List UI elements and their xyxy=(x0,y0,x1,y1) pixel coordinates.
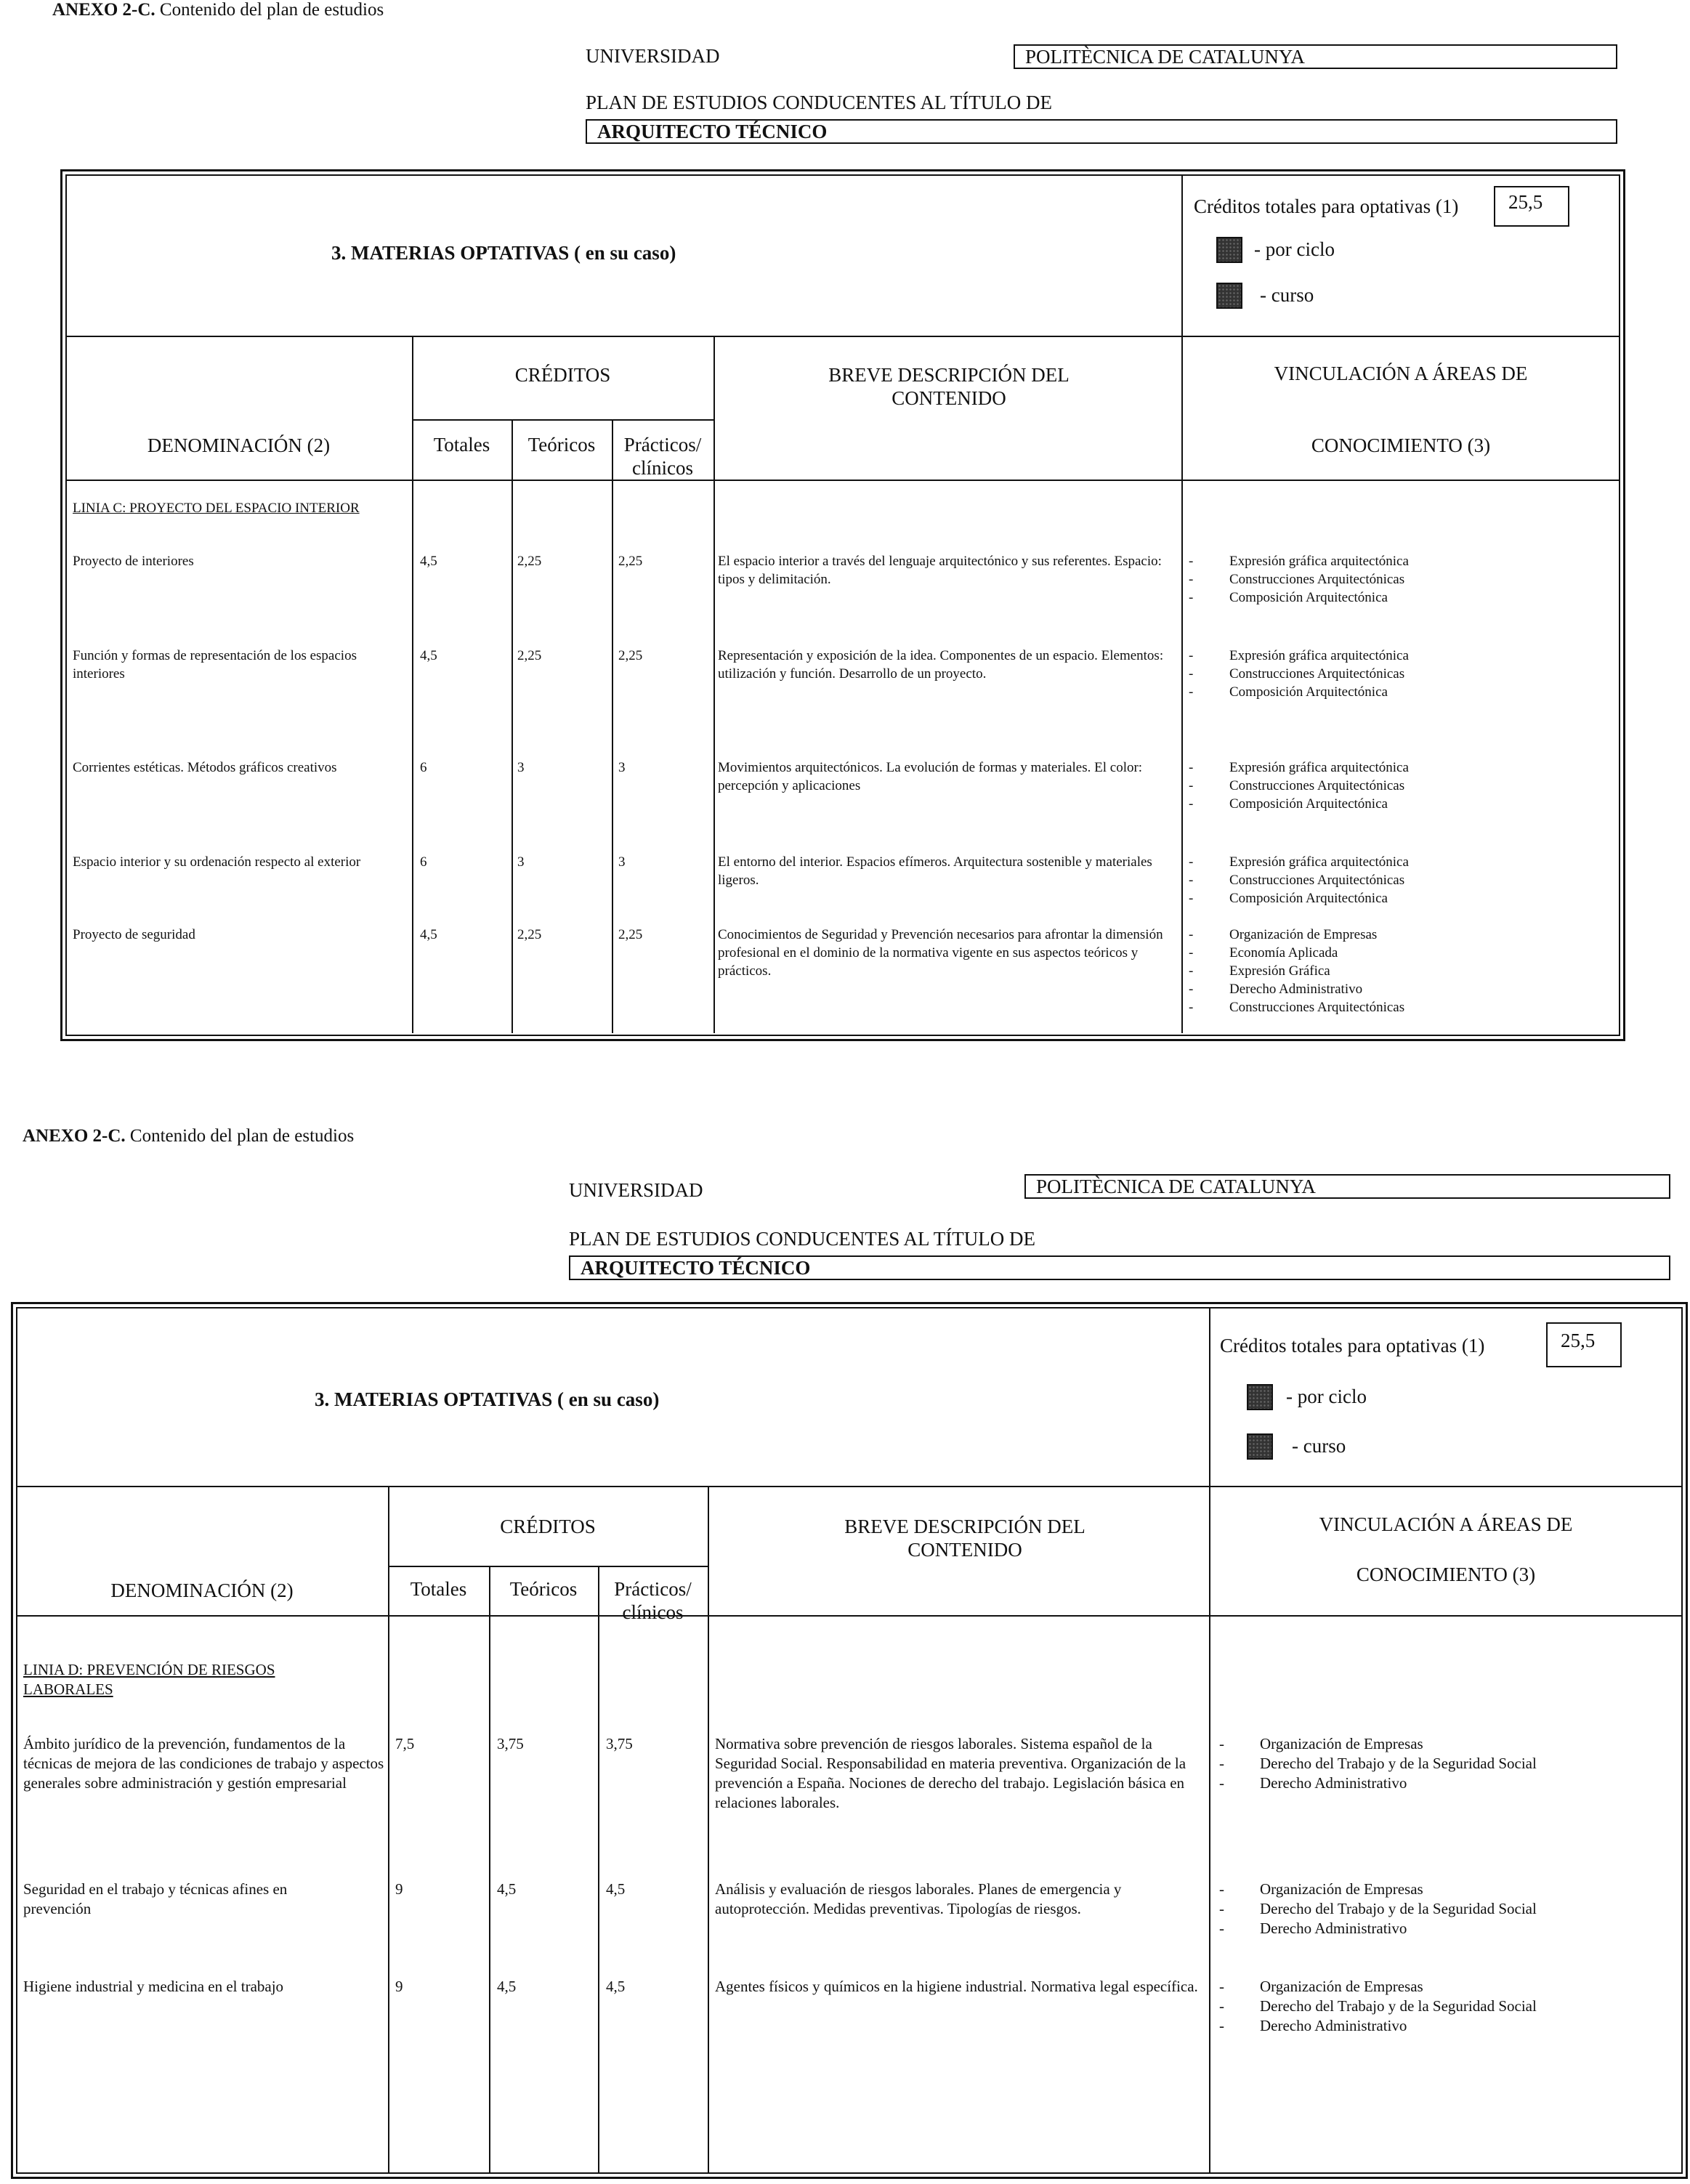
row-practicos: 2,25 xyxy=(618,927,643,942)
col-head-totales: Totales xyxy=(433,434,490,456)
line-heading: LINIA C: PROYECTO DEL ESPACIO INTERIOR xyxy=(73,501,360,516)
col-head-denominacion: DENOMINACIÓN (2) xyxy=(110,1580,294,1601)
col-divider-teoricos xyxy=(489,1566,490,2174)
area-item: - Construcciones Arquitectónicas xyxy=(1189,570,1610,589)
col-divider-vinculacion xyxy=(1181,174,1183,1033)
area-item: - Organización de Empresas xyxy=(1219,1880,1677,1899)
row-teoricos: 3 xyxy=(517,760,525,775)
row-name: Corrientes estéticas. Métodos gráficos creativos xyxy=(73,760,337,775)
header-divider xyxy=(65,336,1620,337)
per-course-label: - curso xyxy=(1260,284,1314,306)
university-value-box-2: POLITÈCNICA DE CATALUNYA xyxy=(1024,1174,1670,1199)
per-cycle-marker xyxy=(1216,237,1242,263)
header-bottom-divider xyxy=(16,1615,1683,1617)
area-item: - Expresión gráfica arquitectónica xyxy=(1189,647,1436,665)
university-label-1: UNIVERSIDAD xyxy=(586,45,720,67)
area-item: - Expresión gráfica arquitectónica xyxy=(1189,759,1610,777)
row-name: Función y formas de representación de los espacios interiores xyxy=(73,648,357,682)
col-head-conocimiento: CONOCIMIENTO (3) xyxy=(1356,1564,1536,1585)
section-title: 3. MATERIAS OPTATIVAS ( en su caso) xyxy=(315,1388,660,1410)
area-item: - Organización de Empresas xyxy=(1219,1977,1677,1997)
degree-title-box-2: ARQUITECTO TÉCNICO xyxy=(569,1255,1670,1280)
optional-credits-label: Créditos totales para optativas (1) xyxy=(1194,195,1459,217)
per-cycle-label: - por ciclo xyxy=(1254,238,1335,260)
col-divider-teoricos xyxy=(512,419,513,1033)
row-practicos: 3 xyxy=(618,760,626,775)
row-name: Proyecto de seguridad xyxy=(73,927,195,942)
col-head-denominacion: DENOMINACIÓN (2) xyxy=(147,434,331,456)
row-areas xyxy=(1189,647,1436,701)
subjects-table-1 xyxy=(60,169,1625,1041)
row-totales: 6 xyxy=(420,760,427,775)
col-divider-practicos xyxy=(612,419,613,1033)
area-item: - Construcciones Arquitectónicas xyxy=(1189,777,1610,795)
col-head-creditos: CRÉDITOS xyxy=(500,1516,596,1537)
section-title: 3. MATERIAS OPTATIVAS ( en su caso) xyxy=(331,242,676,264)
header-bottom-divider xyxy=(65,480,1620,481)
col-divider-vinculacion xyxy=(1209,1307,1210,2174)
row-descripcion: El entorno del interior. Espacios efímeros. Arquitectura sostenible y materiales ligeros. xyxy=(718,854,1152,888)
area-item: - Derecho del Trabajo y de la Seguridad Social xyxy=(1219,1899,1677,1919)
col-head-descripcion: BREVE DESCRIPCIÓN DEL CONTENIDO xyxy=(844,1516,1085,1561)
per-course-marker xyxy=(1247,1433,1273,1460)
col-head-conocimiento: CONOCIMIENTO (3) xyxy=(1311,434,1491,456)
row-practicos: 2,25 xyxy=(618,648,643,663)
area-item: - Construcciones Arquitectónicas xyxy=(1189,998,1610,1016)
row-descripcion: El espacio interior a través del lenguaje arquitectónico y sus referentes. Espacio: tipos y delimitación. xyxy=(718,554,1162,587)
university-value-box-1: POLITÈCNICA DE CATALUNYA xyxy=(1014,44,1617,69)
area-item: - Derecho Administrativo xyxy=(1219,1919,1677,1938)
row-areas xyxy=(1219,1734,1677,1793)
row-teoricos: 3,75 xyxy=(497,1735,524,1752)
row-name: Higiene industrial y medicina en el trabajo xyxy=(23,1978,284,1995)
area-item: - Composición Arquitectónica xyxy=(1189,795,1610,813)
row-descripcion: Análisis y evaluación de riesgos laborales. Planes de emergencia y autoprotección. Medidas preventivas. Tipologías de riesgos. xyxy=(715,1880,1122,1917)
degree-title-box-1: ARQUITECTO TÉCNICO xyxy=(586,119,1617,144)
per-cycle-label: - por ciclo xyxy=(1286,1386,1367,1407)
optional-credits-value: 25,5 xyxy=(1546,1322,1622,1367)
area-item: - Derecho del Trabajo y de la Seguridad Social xyxy=(1219,1997,1677,2016)
row-name: Seguridad en el trabajo y técnicas afines en prevención xyxy=(23,1880,288,1917)
plan-label-2: PLAN DE ESTUDIOS CONDUCENTES AL TÍTULO DE xyxy=(569,1228,1035,1250)
row-practicos: 4,5 xyxy=(606,1880,626,1898)
area-item: - Derecho Administrativo xyxy=(1219,1774,1677,1793)
col-head-creditos: CRÉDITOS xyxy=(514,364,611,386)
annex-header-1: ANEXO 2-C. Contenido del plan de estudios xyxy=(52,0,384,20)
row-practicos: 4,5 xyxy=(606,1978,626,1995)
row-areas xyxy=(1189,759,1610,813)
optional-credits-value: 25,5 xyxy=(1494,186,1569,227)
row-name: Ámbito jurídico de la prevención, fundamentos de la técnicas de mejora de las condiciones de trabajo y aspectos generales sobre administración y gestión empresarial xyxy=(23,1735,384,1792)
row-teoricos: 2,25 xyxy=(517,554,542,569)
area-item: - Construcciones Arquitectónicas xyxy=(1189,871,1610,889)
area-item: - Expresión gráfica arquitectónica xyxy=(1189,552,1610,570)
row-descripcion: Normativa sobre prevención de riesgos laborales. Sistema español de la Seguridad Social. Responsabilidad en materia preventiva. Organización de la prevención a España. Nociones de derecho del trabajo. Legislación básica en relaciones laborales. xyxy=(715,1735,1186,1811)
row-totales: 4,5 xyxy=(420,927,437,942)
row-teoricos: 2,25 xyxy=(517,648,542,663)
col-head-practicos: Prácticos/ clínicos xyxy=(623,434,702,479)
area-item: - Organización de Empresas xyxy=(1219,1734,1677,1754)
area-item: - Organización de Empresas xyxy=(1189,926,1610,944)
row-totales: 7,5 xyxy=(395,1735,415,1752)
col-head-practicos: Prácticos/ clínicos xyxy=(614,1578,692,1623)
area-item: - Composición Arquitectónica xyxy=(1189,683,1436,701)
col-divider-practicos xyxy=(598,1566,599,2174)
col-head-teoricos: Teóricos xyxy=(527,434,596,456)
per-course-label: - curso xyxy=(1292,1435,1346,1457)
area-item: - Expresión Gráfica xyxy=(1189,962,1610,980)
row-practicos: 2,25 xyxy=(618,554,643,569)
row-totales: 4,5 xyxy=(420,648,437,663)
col-head-teoricos: Teóricos xyxy=(509,1578,578,1600)
row-areas xyxy=(1219,1880,1677,1938)
col-head-vinculacion: VINCULACIÓN A ÁREAS DE xyxy=(1274,363,1528,384)
row-descripcion: Conocimientos de Seguridad y Prevención necesarios para afrontar la dimensión profesional en el dominio de la normativa vigente en sus aspectos teóricos y prácticos. xyxy=(718,927,1163,979)
header-divider xyxy=(16,1486,1683,1487)
per-course-marker xyxy=(1216,283,1242,309)
row-teoricos: 4,5 xyxy=(497,1880,517,1898)
subjects-table-2 xyxy=(11,1302,1688,2179)
row-teoricos: 4,5 xyxy=(497,1978,517,1995)
row-totales: 4,5 xyxy=(420,554,437,569)
row-name: Espacio interior y su ordenación respecto al exterior xyxy=(73,854,361,870)
col-head-vinculacion: VINCULACIÓN A ÁREAS DE xyxy=(1319,1513,1573,1535)
annex-header-2: ANEXO 2-C. Contenido del plan de estudios xyxy=(23,1126,355,1146)
row-areas xyxy=(1189,552,1610,607)
area-item: - Derecho del Trabajo y de la Seguridad Social xyxy=(1219,1754,1677,1774)
col-divider-descripcion xyxy=(708,1486,709,2174)
area-item: - Composición Arquitectónica xyxy=(1189,889,1610,907)
row-practicos: 3 xyxy=(618,854,626,870)
row-totales: 6 xyxy=(420,854,427,870)
area-item: - Economía Aplicada xyxy=(1189,944,1610,962)
area-item: - Composición Arquitectónica xyxy=(1189,589,1610,607)
row-descripcion: Representación y exposición de la idea. Componentes de un espacio. Elementos: utilización y función. Desarrollo de un proyecto. xyxy=(718,648,1164,682)
row-totales: 9 xyxy=(395,1880,403,1898)
line-heading: LINIA D: PREVENCIÓN DE RIESGOS LABORALES xyxy=(23,1661,275,1698)
optional-credits-label: Créditos totales para optativas (1) xyxy=(1220,1335,1485,1356)
area-item: - Derecho Administrativo xyxy=(1219,2016,1677,2036)
row-practicos: 3,75 xyxy=(606,1735,633,1752)
row-teoricos: 3 xyxy=(517,854,525,870)
row-descripcion: Movimientos arquitectónicos. La evolución de formas y materiales. El color: percepción y aplicaciones xyxy=(718,760,1143,793)
row-teoricos: 2,25 xyxy=(517,927,542,942)
row-name: Proyecto de interiores xyxy=(73,554,194,569)
row-areas xyxy=(1189,853,1610,907)
col-divider-descripcion xyxy=(713,336,715,1033)
col-head-descripcion: BREVE DESCRIPCIÓN DEL CONTENIDO xyxy=(828,364,1070,409)
row-descripcion: Agentes físicos y químicos en la higiene industrial. Normativa legal específica. xyxy=(715,1978,1198,1995)
area-item: - Construcciones Arquitectónicas xyxy=(1189,665,1436,683)
plan-label-1: PLAN DE ESTUDIOS CONDUCENTES AL TÍTULO DE xyxy=(586,92,1052,113)
credits-subheader-divider xyxy=(388,1566,708,1567)
area-item: - Expresión gráfica arquitectónica xyxy=(1189,853,1610,871)
row-areas xyxy=(1189,926,1610,1016)
per-cycle-marker xyxy=(1247,1384,1273,1410)
col-head-totales: Totales xyxy=(410,1578,467,1600)
university-label-2: UNIVERSIDAD xyxy=(569,1179,703,1201)
row-totales: 9 xyxy=(395,1978,403,1995)
row-areas xyxy=(1219,1977,1677,2036)
credits-subheader-divider xyxy=(412,419,713,421)
area-item: - Derecho Administrativo xyxy=(1189,980,1610,998)
